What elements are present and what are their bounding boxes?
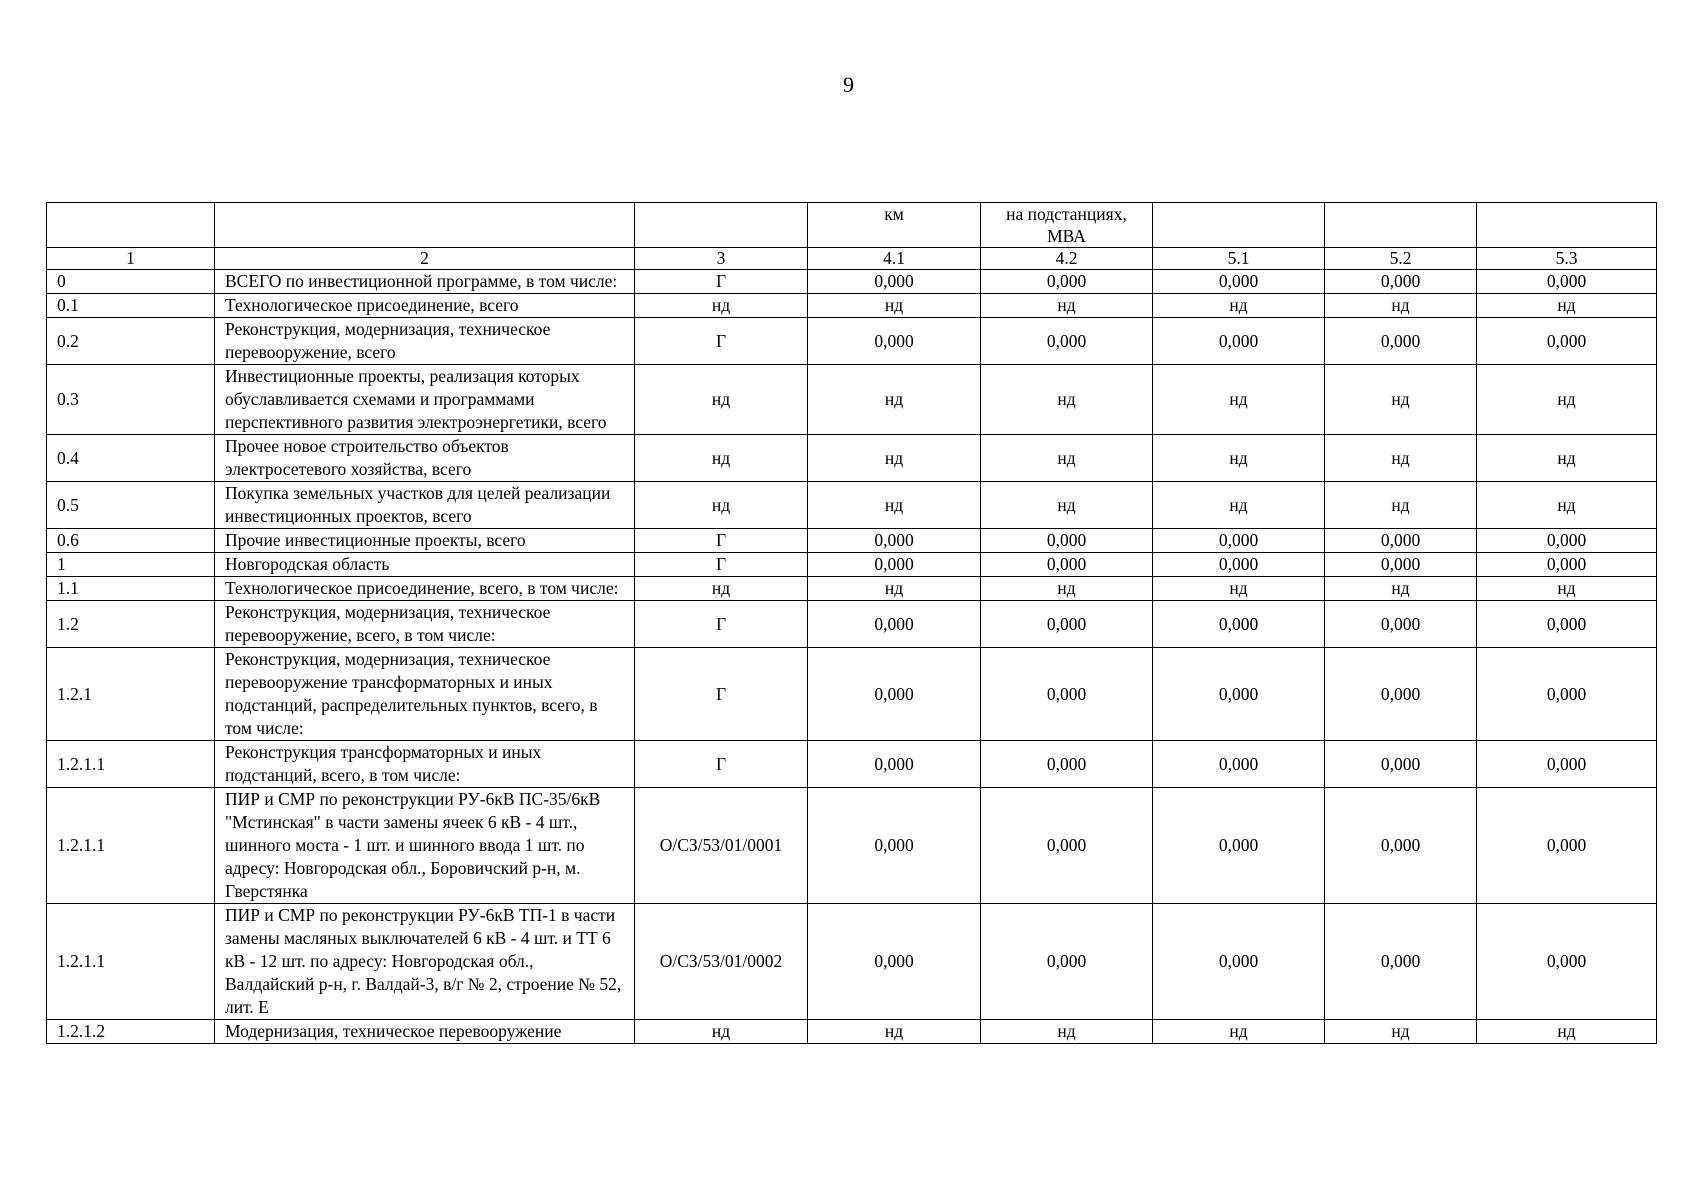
- header-cell-1: [47, 203, 215, 248]
- column-number: 5.2: [1325, 248, 1477, 270]
- header-cell-5-2: [1325, 203, 1477, 248]
- row-name-cell: Реконструкция трансформаторных и иных подстанций, всего, в том числе:: [215, 741, 635, 788]
- row-id-cell: нд: [635, 294, 808, 318]
- row-number-cell: 1.2.1.1: [47, 904, 215, 1020]
- row-id-cell: нд: [635, 365, 808, 435]
- row-name-cell: ПИР и СМР по реконструкции РУ-6кВ ПС-35/6кВ "Мстинская" в части замены ячеек 6 кВ - 4 шт., шинного моста - 1 шт. и шинного ввода 1 шт. по адресу: Новгородская обл., Боровичский р-н, м. Гверстянка: [215, 788, 635, 904]
- row-number-cell: 0.4: [47, 435, 215, 482]
- row-value-5-1: нд: [1153, 482, 1325, 529]
- row-value-5-1: 0,000: [1153, 648, 1325, 741]
- row-value-4-2: 0,000: [981, 318, 1153, 365]
- row-value-4-2: нд: [981, 482, 1153, 529]
- row-value-4-1: нд: [808, 482, 981, 529]
- header-cell-substations-mva: на подстанциях, МВА: [981, 203, 1153, 248]
- row-value-5-2: нд: [1325, 365, 1477, 435]
- row-value-5-3: 0,000: [1477, 904, 1657, 1020]
- row-number-cell: 1.2.1.2: [47, 1020, 215, 1044]
- row-id-cell: Г: [635, 318, 808, 365]
- row-id-cell: Г: [635, 553, 808, 577]
- table-row: [47, 788, 1657, 904]
- column-number: 1: [47, 248, 215, 270]
- row-number-cell: 1: [47, 553, 215, 577]
- row-value-4-2: 0,000: [981, 904, 1153, 1020]
- row-number-cell: 0.3: [47, 365, 215, 435]
- row-value-4-2: 0,000: [981, 553, 1153, 577]
- row-value-5-1: 0,000: [1153, 741, 1325, 788]
- column-number: 3: [635, 248, 808, 270]
- header-row: [47, 203, 1657, 248]
- column-numbers-row: [47, 248, 1657, 270]
- table-row: [47, 553, 1657, 577]
- row-id-cell: Г: [635, 741, 808, 788]
- row-name-cell: Прочее новое строительство объектов электросетевого хозяйства, всего: [215, 435, 635, 482]
- row-value-5-3: 0,000: [1477, 318, 1657, 365]
- row-id-cell: Г: [635, 648, 808, 741]
- row-name-cell: Технологическое присоединение, всего: [215, 294, 635, 318]
- row-value-4-2: 0,000: [981, 788, 1153, 904]
- column-number: 5.3: [1477, 248, 1657, 270]
- table-row: [47, 270, 1657, 294]
- row-name-cell: Модернизация, техническое перевооружение: [215, 1020, 635, 1044]
- row-name-cell: Прочие инвестиционные проекты, всего: [215, 529, 635, 553]
- row-value-5-1: нд: [1153, 1020, 1325, 1044]
- row-value-5-3: нд: [1477, 577, 1657, 601]
- row-value-5-3: 0,000: [1477, 601, 1657, 648]
- row-value-4-2: нд: [981, 365, 1153, 435]
- row-value-5-3: нд: [1477, 482, 1657, 529]
- row-value-5-1: 0,000: [1153, 601, 1325, 648]
- row-value-4-2: нд: [981, 1020, 1153, 1044]
- row-value-5-3: 0,000: [1477, 788, 1657, 904]
- row-value-5-2: 0,000: [1325, 904, 1477, 1020]
- row-value-5-2: 0,000: [1325, 648, 1477, 741]
- row-number-cell: 1.2.1.1: [47, 788, 215, 904]
- row-value-5-2: 0,000: [1325, 318, 1477, 365]
- table-row: [47, 577, 1657, 601]
- table-row: [47, 1020, 1657, 1044]
- row-number-cell: 0.5: [47, 482, 215, 529]
- row-number-cell: 1.2.1: [47, 648, 215, 741]
- row-value-4-2: 0,000: [981, 601, 1153, 648]
- row-value-5-2: 0,000: [1325, 553, 1477, 577]
- row-value-5-1: 0,000: [1153, 318, 1325, 365]
- row-id-cell: Г: [635, 270, 808, 294]
- row-value-5-1: 0,000: [1153, 553, 1325, 577]
- row-value-4-1: 0,000: [808, 741, 981, 788]
- row-value-4-2: 0,000: [981, 741, 1153, 788]
- header-cell-5-3: [1477, 203, 1657, 248]
- row-name-cell: Реконструкция, модернизация, техническое перевооружение, всего: [215, 318, 635, 365]
- row-value-5-2: 0,000: [1325, 529, 1477, 553]
- row-value-5-3: нд: [1477, 1020, 1657, 1044]
- row-value-5-2: 0,000: [1325, 270, 1477, 294]
- row-name-cell: Технологическое присоединение, всего, в том числе:: [215, 577, 635, 601]
- row-id-cell: О/СЗ/53/01/0002: [635, 904, 808, 1020]
- page-number: 9: [843, 72, 854, 97]
- row-value-5-2: 0,000: [1325, 788, 1477, 904]
- row-number-cell: 0.6: [47, 529, 215, 553]
- header-cell-km: км: [808, 203, 981, 248]
- row-value-4-1: нд: [808, 577, 981, 601]
- row-value-4-2: нд: [981, 435, 1153, 482]
- row-value-5-1: 0,000: [1153, 788, 1325, 904]
- table-row: [47, 904, 1657, 1020]
- row-number-cell: 1.2: [47, 601, 215, 648]
- table-row: [47, 601, 1657, 648]
- row-id-cell: О/СЗ/53/01/0001: [635, 788, 808, 904]
- investment-table: [46, 202, 1657, 1044]
- row-value-5-1: нд: [1153, 435, 1325, 482]
- row-value-4-1: 0,000: [808, 553, 981, 577]
- table-row: [47, 318, 1657, 365]
- row-name-cell: Новгородская область: [215, 553, 635, 577]
- row-id-cell: нд: [635, 482, 808, 529]
- row-name-cell: Инвестиционные проекты, реализация которых обуславливается схемами и программами перспективного развития электроэнергетики, всего: [215, 365, 635, 435]
- table-body: [47, 270, 1657, 1044]
- column-number: 2: [215, 248, 635, 270]
- row-name-cell: Реконструкция, модернизация, техническое перевооружение трансформаторных и иных подстанций, распределительных пунктов, всего, в том числе:: [215, 648, 635, 741]
- row-value-5-3: нд: [1477, 365, 1657, 435]
- row-value-4-2: нд: [981, 294, 1153, 318]
- row-value-4-1: 0,000: [808, 788, 981, 904]
- row-value-5-1: нд: [1153, 365, 1325, 435]
- row-number-cell: 0.2: [47, 318, 215, 365]
- row-id-cell: Г: [635, 601, 808, 648]
- header-cell-3: [635, 203, 808, 248]
- row-number-cell: 0.1: [47, 294, 215, 318]
- row-value-5-3: 0,000: [1477, 553, 1657, 577]
- row-value-5-2: нд: [1325, 294, 1477, 318]
- column-number: 5.1: [1153, 248, 1325, 270]
- table-row: [47, 741, 1657, 788]
- row-id-cell: нд: [635, 1020, 808, 1044]
- row-value-4-1: 0,000: [808, 529, 981, 553]
- row-value-5-1: 0,000: [1153, 270, 1325, 294]
- header-cell-5-1: [1153, 203, 1325, 248]
- row-id-cell: нд: [635, 577, 808, 601]
- row-value-5-3: 0,000: [1477, 529, 1657, 553]
- row-number-cell: 1.2.1.1: [47, 741, 215, 788]
- row-value-5-3: 0,000: [1477, 648, 1657, 741]
- table-row: [47, 365, 1657, 435]
- row-number-cell: 0: [47, 270, 215, 294]
- row-value-5-3: нд: [1477, 294, 1657, 318]
- row-value-5-1: 0,000: [1153, 529, 1325, 553]
- row-value-4-1: 0,000: [808, 904, 981, 1020]
- row-value-5-2: 0,000: [1325, 741, 1477, 788]
- row-value-5-3: 0,000: [1477, 270, 1657, 294]
- header-cell-2: [215, 203, 635, 248]
- row-value-5-2: 0,000: [1325, 601, 1477, 648]
- table-row: [47, 435, 1657, 482]
- row-value-5-1: 0,000: [1153, 904, 1325, 1020]
- row-value-5-1: нд: [1153, 577, 1325, 601]
- row-value-5-2: нд: [1325, 435, 1477, 482]
- row-value-4-2: 0,000: [981, 529, 1153, 553]
- row-id-cell: Г: [635, 529, 808, 553]
- row-value-4-2: нд: [981, 577, 1153, 601]
- row-value-4-2: 0,000: [981, 648, 1153, 741]
- column-number: 4.1: [808, 248, 981, 270]
- table-row: [47, 648, 1657, 741]
- row-value-4-1: нд: [808, 1020, 981, 1044]
- row-value-4-1: 0,000: [808, 601, 981, 648]
- row-value-4-1: 0,000: [808, 318, 981, 365]
- row-value-4-1: нд: [808, 435, 981, 482]
- row-value-4-2: 0,000: [981, 270, 1153, 294]
- row-name-cell: ВСЕГО по инвестиционной программе, в том числе:: [215, 270, 635, 294]
- row-value-5-2: нд: [1325, 577, 1477, 601]
- row-value-5-1: нд: [1153, 294, 1325, 318]
- row-id-cell: нд: [635, 435, 808, 482]
- row-value-5-3: 0,000: [1477, 741, 1657, 788]
- row-value-5-2: нд: [1325, 1020, 1477, 1044]
- column-number: 4.2: [981, 248, 1153, 270]
- row-value-4-1: 0,000: [808, 270, 981, 294]
- table-row: [47, 529, 1657, 553]
- row-value-4-1: нд: [808, 365, 981, 435]
- row-value-5-2: нд: [1325, 482, 1477, 529]
- row-value-5-3: нд: [1477, 435, 1657, 482]
- row-number-cell: 1.1: [47, 577, 215, 601]
- row-name-cell: ПИР и СМР по реконструкции РУ-6кВ ТП-1 в части замены масляных выключателей 6 кВ - 4 шт. и ТТ 6 кВ - 12 шт. по адресу: Новгородская обл., Валдайский р-н, г. Валдай-3, в/г № 2, строение № 52, лит. Е: [215, 904, 635, 1020]
- row-value-4-1: нд: [808, 294, 981, 318]
- table-row: [47, 482, 1657, 529]
- row-value-4-1: 0,000: [808, 648, 981, 741]
- row-name-cell: Реконструкция, модернизация, техническое перевооружение, всего, в том числе:: [215, 601, 635, 648]
- row-name-cell: Покупка земельных участков для целей реализации инвестиционных проектов, всего: [215, 482, 635, 529]
- table-row: [47, 294, 1657, 318]
